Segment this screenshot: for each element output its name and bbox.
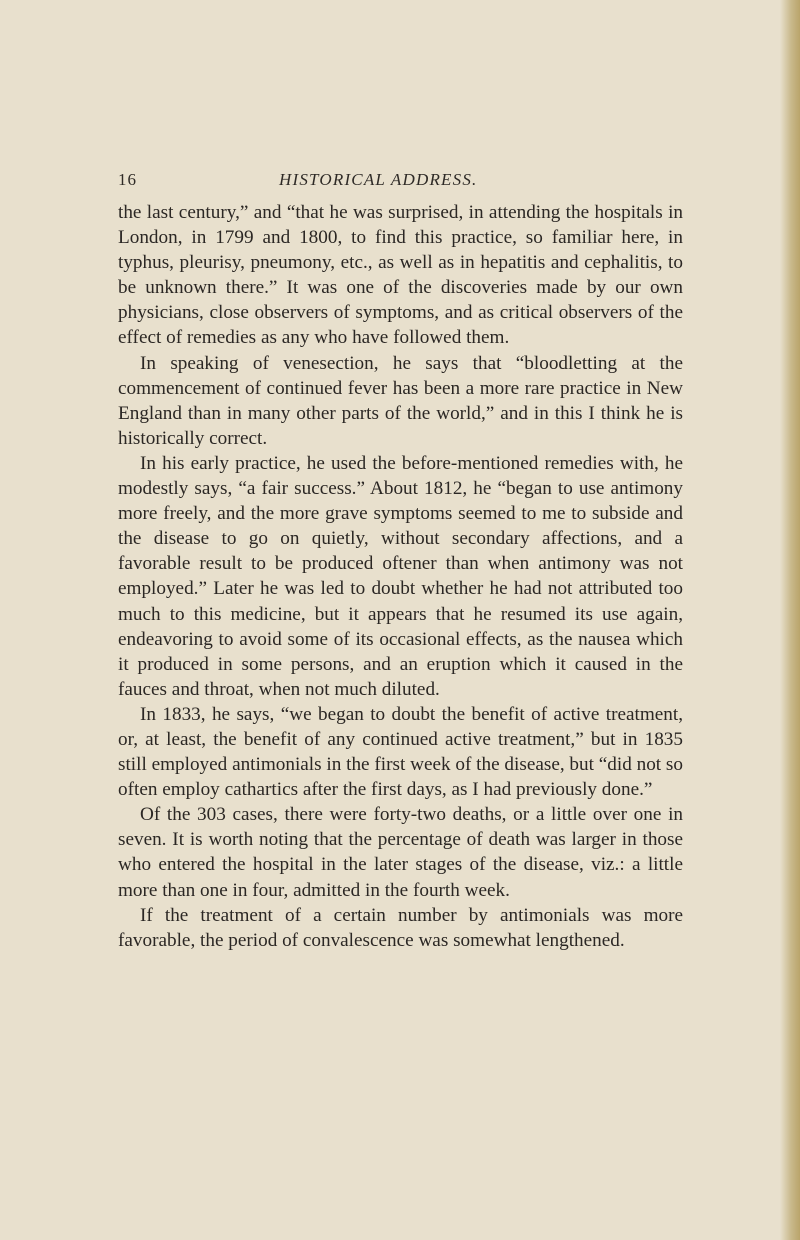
- page-edge-shadow: [780, 0, 800, 1240]
- body-text: [118, 200, 683, 953]
- page-number: 16: [118, 170, 137, 189]
- running-title: HISTORICAL ADDRESS.: [279, 170, 478, 189]
- paragraph: In speaking of venesection, he says that “bloodletting at the commencement of continued fever has been a more rare practice in New England than in many other parts of the world,” and in this I think he is historically correct.: [118, 352, 683, 449]
- paragraph: In his early practice, he used the before-mentioned remedies with, he modestly says, “a fair success.” About 1812, he “began to use antimony more freely, and the more grave symptoms seemed to me to subside and the disease to go on quietly, without secondary affections, and a favorable result to be produced oftener than when antimony was not employed.” Later he was led to doubt whether he had not attributed too much to this medicine, but it appears that he resumed its use again, endeavoring to avoid some of its occasional effects, as the nausea which it produced in some persons, and an eruption which it caused in the fauces and throat, when not much diluted.: [118, 452, 683, 700]
- paragraph: In 1833, he says, “we began to doubt the benefit of active treatment, or, at least, the benefit of any continued active treatment,” but in 1835 still employed antimonials in the first week of the disease, but “did not so often employ cathartics after the first days, as I had previously done.”: [118, 703, 683, 801]
- paragraph: Of the 303 cases, there were forty-two deaths, or a little over one in seven. It is worth noting that the percentage of death was larger in those who entered the hospital in the later stages of the disease, viz.: a little more than one in four, admitted in the fourth week.: [118, 804, 683, 901]
- paragraph: If the treatment of a certain number by antimonials was more favorable, the period of convalescence was somewhat lengthened.: [118, 904, 683, 951]
- paragraph: the last century,” and “that he was surprised, in attending the hospitals in London, in 1799 and 1800, to find this practice, so familiar here, in typhus, pleurisy, pneumony, etc., as well as in hepatitis and cephalitis, to be unknown there.” It was one of the discoveries made by our own physicians, close observers of symptoms, and as critical observers of the effect of remedies as any who have followed them.: [118, 202, 683, 349]
